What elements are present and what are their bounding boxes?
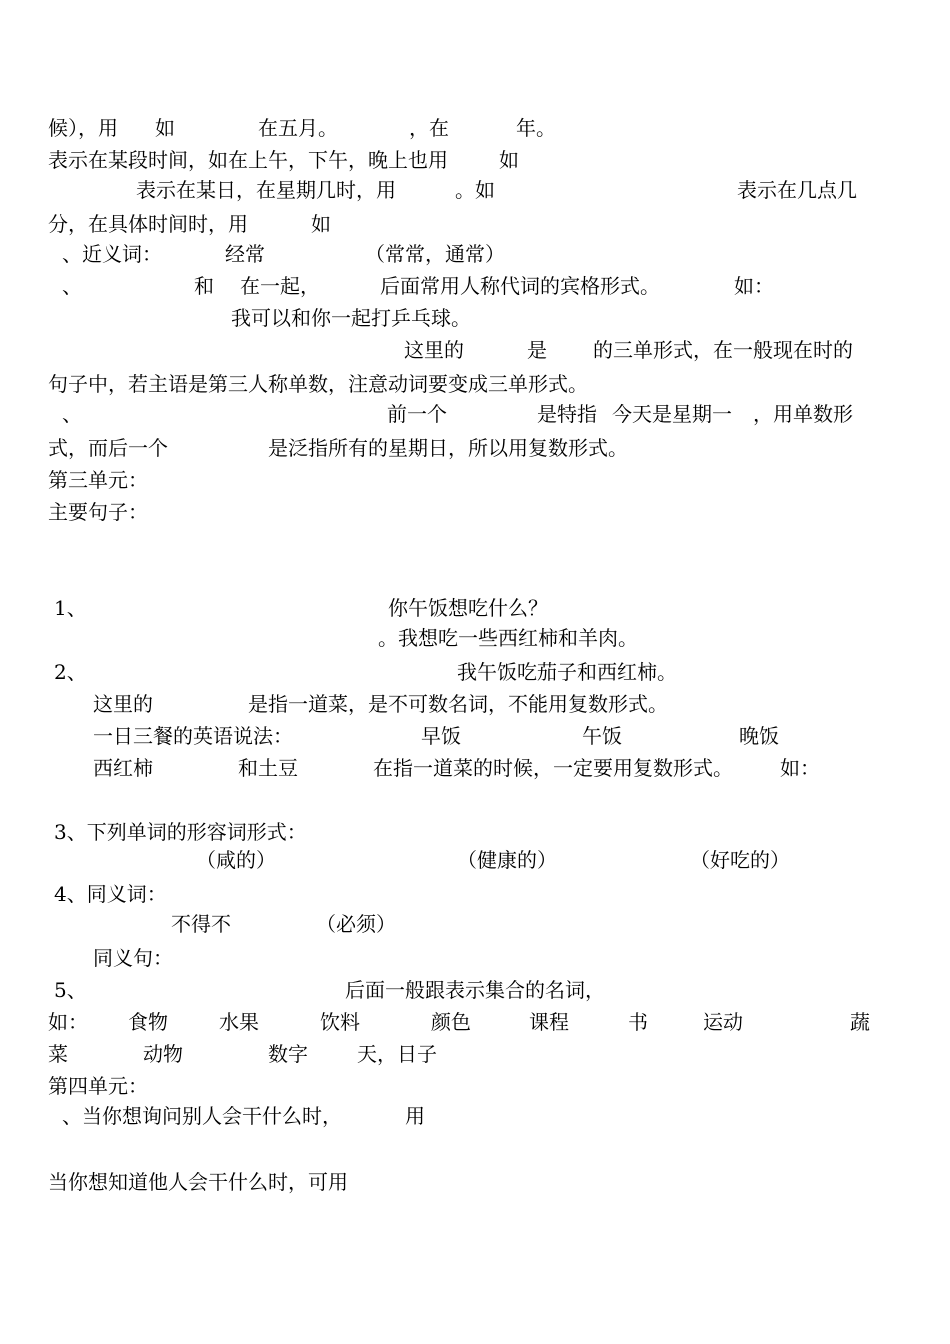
text-line-26e: 颜色	[431, 1010, 471, 1034]
text-line-10d: 今天是星期一	[612, 402, 732, 426]
text-line-9a: 句子中，若主语是第三人称单数，注意动词要变成三单形式。	[48, 372, 588, 396]
text-line-21c: （好吃的）	[690, 848, 790, 872]
text-line-26c: 水果	[219, 1010, 259, 1034]
main-sentences-heading: 主要句子：	[48, 500, 148, 524]
text-line-26h: 运动	[703, 1010, 743, 1034]
text-line-25b: 后面一般跟表示集合的名词，	[345, 978, 605, 1002]
text-line-18d: 晚饭	[739, 724, 779, 748]
text-line-25a: 5、	[54, 978, 87, 1002]
text-line-10b: 前一个	[387, 402, 447, 426]
text-line-3c: 表示在几点几	[737, 178, 857, 202]
text-line-6b: 和	[194, 274, 214, 298]
text-line-26a: 如：	[48, 1010, 88, 1034]
text-line-18c: 午饭	[582, 724, 622, 748]
text-line-17b: 是指一道菜，是不可数名词，不能用复数形式。	[248, 692, 668, 716]
unit-three-heading: 第三单元：	[48, 468, 148, 492]
text-line-6e: 如：	[734, 274, 774, 298]
text-line-1d: ，在	[409, 116, 449, 140]
text-line-19d: 如：	[780, 756, 820, 780]
text-line-23a: 不得不	[171, 912, 231, 936]
text-line-19a: 西红柿	[93, 756, 153, 780]
text-line-6d: 后面常用人称代词的宾格形式。	[380, 274, 660, 298]
text-line-16a: 2、	[54, 660, 87, 684]
text-line-23b: （必须）	[316, 912, 396, 936]
text-line-1b: 如	[155, 116, 175, 140]
text-line-10c: 是特指	[537, 402, 597, 426]
text-line-24a: 同义句：	[93, 946, 173, 970]
text-line-5a: 、近义词：	[62, 242, 162, 266]
text-line-3a: 表示在某日，在星期几时，用	[136, 178, 396, 202]
text-line-6c: 在一起，	[240, 274, 320, 298]
text-line-4b: 如	[311, 212, 331, 236]
text-line-29b: 用	[405, 1104, 425, 1128]
text-line-21b: （健康的）	[457, 848, 557, 872]
text-line-14b: 你午饭想吃什么？	[388, 596, 548, 620]
unit-four-heading: 第四单元：	[48, 1074, 148, 1098]
text-line-22a: 4、同义词：	[54, 882, 167, 906]
text-line-27b: 动物	[143, 1042, 183, 1066]
text-line-26d: 饮料	[320, 1010, 360, 1034]
text-line-4a: 分，在具体时间时，用	[48, 212, 248, 236]
text-line-26f: 课程	[529, 1010, 569, 1034]
text-line-7a: 我可以和你一起打乒乓球。	[231, 306, 471, 330]
text-line-27a: 菜	[48, 1042, 68, 1066]
text-line-10e: ，用单数形	[753, 402, 853, 426]
text-line-11a: 式，而后一个	[48, 436, 168, 460]
text-line-5b: 经常	[225, 242, 265, 266]
text-line-16b: 我午饭吃茄子和西红柿。	[457, 660, 677, 684]
text-line-30a: 当你想知道他人会干什么时，可用	[48, 1170, 348, 1194]
text-line-14a: 1、	[54, 596, 87, 620]
text-line-6a: 、	[62, 274, 82, 298]
text-line-26i: 蔬	[850, 1010, 870, 1034]
text-line-5c: （常常，通常）	[365, 242, 505, 266]
text-line-1c: 在五月。	[258, 116, 338, 140]
text-line-1a: 候），用	[48, 116, 118, 140]
text-line-29a: 、当你想询问别人会干什么时，	[62, 1104, 342, 1128]
text-line-10a: 、	[62, 402, 82, 426]
text-line-3b: 。如	[455, 178, 495, 202]
text-line-8a: 这里的	[404, 338, 464, 362]
text-line-19c: 在指一道菜的时候，一定要用复数形式。	[373, 756, 733, 780]
text-line-18b: 早饭	[421, 724, 461, 748]
text-line-26b: 食物	[128, 1010, 168, 1034]
text-line-21a: （咸的）	[196, 848, 276, 872]
text-line-26g: 书	[628, 1010, 648, 1034]
text-line-17a: 这里的	[93, 692, 153, 716]
text-line-11b: 是泛指所有的星期日，所以用复数形式。	[268, 436, 628, 460]
text-line-2b: 如	[499, 148, 519, 172]
text-line-8b: 是	[527, 338, 547, 362]
text-line-1e: 年。	[516, 116, 556, 140]
text-line-27d: 天，日子	[357, 1042, 437, 1066]
text-line-2a: 表示在某段时间，如在上午，下午，晚上也用	[48, 148, 448, 172]
text-line-18a: 一日三餐的英语说法：	[93, 724, 293, 748]
text-line-15a: 。我想吃一些西红柿和羊肉。	[378, 626, 638, 650]
text-line-19b: 和土豆	[238, 756, 298, 780]
text-line-20a: 3、下列单词的形容词形式：	[54, 820, 307, 844]
text-line-8c: 的三单形式，在一般现在时的	[593, 338, 853, 362]
text-line-27c: 数字	[268, 1042, 308, 1066]
